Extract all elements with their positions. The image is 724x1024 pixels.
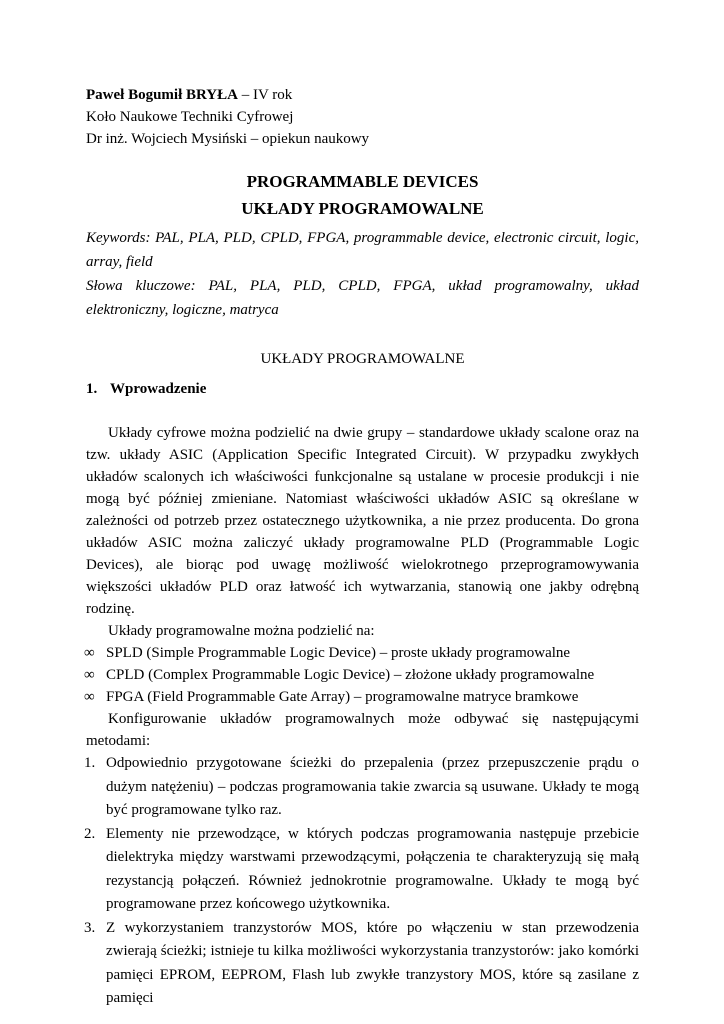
- list-item-number: 1.: [84, 755, 96, 771]
- list-item-text: FPGA (Field Programmable Gate Array) – programowalne matryce bramkowe: [106, 689, 579, 705]
- list-item-text: Odpowiednio przygotowane ścieżki do przepalenia (przez przepuszczenie prądu o dużym natężeniu) – podczas programowania takie zwarcia są usuwane. Układy te mogą być programowane tylko raz.: [106, 755, 639, 818]
- list-item: [86, 917, 639, 1011]
- list-item: [86, 664, 639, 686]
- list-item-text: Elementy nie przewodzące, w których podczas programowania następuje przebicie dielektryka między warstwami przewodzącymi, połączenia te charakteryzują się małą rezystancją połączeń. Również jednokrotnie programowalne. Układy te mogą być programowane przez końcowego użytkownika.: [106, 825, 639, 912]
- infinity-bullet-icon: ∞: [84, 689, 95, 705]
- keywords-block: [86, 226, 639, 322]
- title-block: [86, 168, 639, 222]
- author-year: – IV rok: [237, 87, 293, 103]
- subsection-number: 1.: [86, 381, 98, 397]
- list-item-number: 3.: [84, 919, 96, 936]
- section-heading: UKŁADY PROGRAMOWALNE: [260, 351, 465, 367]
- supervisor-line: Dr inż. Wojciech Mysiński – opiekun naukowy: [86, 131, 370, 147]
- list-item: [86, 823, 639, 917]
- methods-list: [86, 752, 639, 1011]
- keywords-polish: Słowa kluczowe: PAL, PLA, PLD, CPLD, FPGA, układ programowalny, układ elektroniczny, logiczne, matryca: [86, 278, 639, 318]
- keywords-english: Keywords: PAL, PLA, PLD, CPLD, FPGA, programmable device, electronic circuit, logic, array, field: [86, 230, 639, 270]
- division-paragraph: Układy programowalne można podzielić na:: [108, 623, 375, 639]
- intro-paragraph: Układy cyfrowe można podzielić na dwie grupy – standardowe układy scalone oraz na tzw. układy ASIC (Application Specific Integrated Circuit). W przypadku zwykłych układów scalonych ich właściwości funkcjonalne są ustalane w procesie produkcji i nie mogą być później zmieniane. Natomiast właściwości układów ASIC są określane w zależności od potrzeb przez ostatecznego użytkownika, a nie przez producenta. Do grona układów ASIC można zaliczyć układy programowalne PLD (Programmable Logic Devices), ale biorąc pod uwagę możliwość wielokrotnego przeprogramowywania większości układów PLD oraz łatwość ich wytwarzania, stanowią one jakby odrębną rodzinę.: [86, 425, 639, 617]
- list-item: [86, 686, 639, 708]
- list-item: [86, 752, 639, 823]
- infinity-bullet-icon: ∞: [84, 645, 95, 661]
- device-types-list: [86, 642, 639, 708]
- subsection-title: Wprowadzenie: [110, 381, 207, 397]
- methods-paragraph: Konfigurowanie układów programowalnych może odbywać się następującymi metodami:: [86, 711, 639, 749]
- author-line: [86, 84, 639, 106]
- title-english: PROGRAMMABLE DEVICES: [246, 172, 479, 191]
- list-item-text: Z wykorzystaniem tranzystorów MOS, które po włączeniu w stan przewodzenia zwierają ścieżki; istnieje tu kilka możliwości wykorzystania tranzystorów: jako komórki pamięci EPROM, EEPROM, Flash lub zwykłe tranzystory MOS, które są zasilane z pamięci: [106, 919, 639, 1006]
- club-line: Koło Naukowe Techniki Cyfrowej: [86, 109, 294, 125]
- title-polish: UKŁADY PROGRAMOWALNE: [241, 199, 484, 218]
- document-page: [86, 84, 639, 1011]
- subsection-heading: [86, 378, 639, 400]
- list-item-number: 2.: [84, 825, 96, 842]
- infinity-bullet-icon: ∞: [84, 667, 95, 683]
- list-item-text: SPLD (Simple Programmable Logic Device) – proste układy programowalne: [106, 645, 571, 661]
- list-item: [86, 642, 639, 664]
- author-name: Paweł Bogumił BRYŁA: [86, 87, 238, 103]
- list-item-text: CPLD (Complex Programmable Logic Device) – złożone układy programowalne: [106, 667, 595, 683]
